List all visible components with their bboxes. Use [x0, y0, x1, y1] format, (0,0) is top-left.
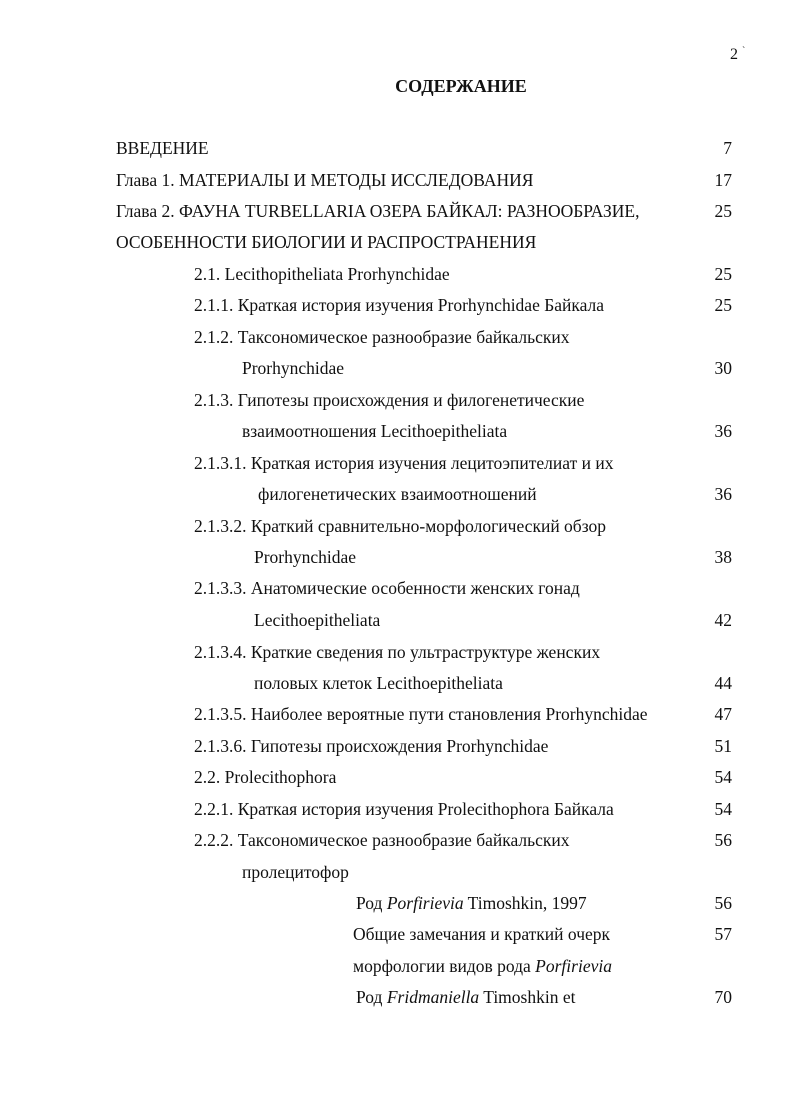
toc-entry-text: филогенетических взаимоотношений — [258, 484, 537, 504]
toc-entry-text: ВВЕДЕНИЕ — [116, 138, 209, 158]
toc-entry-text: 2.1.3.1. Краткая история изучения лецитоэпителиат и их — [194, 453, 614, 473]
toc-entry-text: 2.2.1. Краткая история изучения Prolecithophora Байкала — [194, 799, 614, 819]
toc-entry-text: Глава 1. МАТЕРИАЛЫ И МЕТОДЫ ИССЛЕДОВАНИЯ — [116, 170, 534, 190]
toc-page-number: 54 — [714, 799, 732, 819]
toc-page-number: 30 — [714, 358, 732, 378]
toc-entry-text: ОСОБЕННОСТИ БИОЛОГИИ И РАСПРОСТРАНЕНИЯ — [116, 232, 537, 252]
toc-entry-text: 2.2. Prolecithophora — [194, 767, 337, 787]
toc-entry-text: Род Fridmaniella Timoshkin et — [356, 987, 576, 1007]
toc-entry-text: половых клеток Lecithoepitheliata — [254, 673, 503, 693]
toc-page-number: 42 — [714, 610, 732, 630]
toc-entry-text: Prorhynchidae — [242, 358, 345, 378]
page-number: 2 ` — [730, 46, 746, 63]
toc-entry-text: морфологии видов рода Porfirievia — [353, 956, 612, 976]
toc-entry-text: 2.1.3.2. Краткий сравнительно-морфологический обзор — [194, 516, 607, 536]
toc-page-number: 25 — [714, 201, 732, 221]
toc-entry-text: взаимоотношения Lecithoepitheliata — [242, 421, 508, 441]
page-title: СОДЕРЖАНИЕ — [395, 76, 527, 96]
toc-page-number: 17 — [714, 170, 732, 190]
toc-entry-text: Lecithoepitheliata — [254, 610, 381, 630]
toc-entry-text: 2.1.3.5. Наиболее вероятные пути становления Prorhynchidae — [194, 704, 648, 724]
toc-entry-text: Prorhynchidae — [254, 547, 357, 567]
toc-page-number: 7 — [723, 138, 732, 158]
toc-entry-text: 2.1.3. Гипотезы происхождения и филогенетические — [194, 390, 585, 410]
toc-page-number: 44 — [714, 673, 732, 693]
toc-entry-text: Род Porfirievia Timoshkin, 1997 — [356, 893, 587, 913]
toc-page-number: 38 — [714, 547, 732, 567]
toc-entry-text: 2.1.3.3. Анатомические особенности женских гонад — [194, 578, 580, 598]
toc-page-number: 56 — [714, 893, 732, 913]
toc-page-number: 25 — [714, 264, 732, 284]
toc-entry-text: Глава 2. ФАУНА TURBELLARIA ОЗЕРА БАЙКАЛ: РАЗНООБРАЗИЕ, — [116, 201, 640, 221]
toc-entry-text: 2.1.3.6. Гипотезы происхождения Prorhynchidae — [194, 736, 549, 756]
toc-page-number: 47 — [714, 704, 732, 724]
toc-entry-text: 2.1.3.4. Краткие сведения по ультраструктуре женских — [194, 642, 601, 662]
toc-page-number: 36 — [714, 484, 732, 504]
toc-entry-text: пролецитофор — [242, 862, 349, 882]
toc-page-number: 51 — [714, 736, 732, 756]
toc-entry-text: 2.1.2. Таксономическое разнообразие байкальских — [194, 327, 570, 347]
toc-entry-text: 2.2.2. Таксономическое разнообразие байкальских — [194, 830, 570, 850]
toc-entry-text: Общие замечания и краткий очерк — [353, 924, 611, 944]
toc-page-number: 25 — [714, 295, 732, 315]
toc-page-number: 57 — [714, 924, 732, 944]
toc-page-number: 70 — [714, 987, 732, 1007]
toc-entry-text: 2.1.1. Краткая история изучения Prorhynchidae Байкала — [194, 295, 605, 315]
toc-page-number: 56 — [714, 830, 732, 850]
toc-entry-text: 2.1. Lecithopitheliata Prorhynchidae — [194, 264, 450, 284]
toc-page-number: 36 — [714, 421, 732, 441]
toc-page-number: 54 — [714, 767, 732, 787]
